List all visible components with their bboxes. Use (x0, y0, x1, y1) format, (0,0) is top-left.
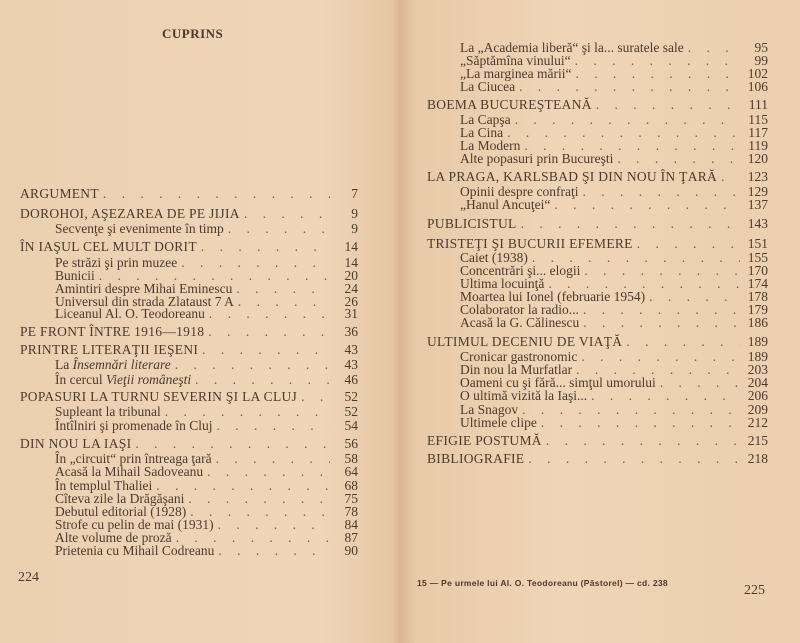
entry-title (55, 543, 214, 558)
entry-title-text: La Ciucea (460, 79, 516, 94)
dot-leader (591, 388, 740, 403)
entry-title-text: Universul din strada Zlataust 7 A (55, 294, 234, 309)
entry-title-text: PRINTRE LITERAŢII IEŞENI (20, 342, 199, 357)
dot-leader (195, 372, 330, 387)
entry-page-number: 204 (747, 375, 768, 390)
dot-leader (218, 543, 330, 558)
dot-leader (637, 236, 740, 251)
dot-leader (208, 324, 330, 339)
entry-title-text: Ultima locuinţă (460, 276, 545, 291)
toc-subchapter (55, 543, 358, 558)
entry-title-text: Ultimele clipe (460, 415, 537, 430)
toc-chapter (427, 451, 768, 466)
entry-page-number: 119 (748, 138, 768, 153)
entry-title (20, 324, 204, 339)
dot-leader (175, 357, 330, 372)
entry-page-number: 170 (747, 263, 768, 278)
entry-title-text: Concentrări şi... elogii (460, 263, 581, 278)
entry-title-text: Din nou la Murfatlar (460, 362, 573, 377)
dot-leader (165, 404, 330, 419)
entry-title-text: DIN NOU LA IAŞI (20, 436, 132, 451)
entry-title-text: La Capşa (460, 112, 511, 127)
toc-chapter (20, 206, 358, 221)
entry-page-number: 43 (344, 342, 358, 357)
entry-page-number: 68 (344, 478, 358, 493)
dot-leader (583, 315, 740, 330)
dot-leader (201, 239, 330, 254)
entry-title-text: Cîteva zile la Drăgăşani (55, 491, 185, 506)
dot-leader (721, 169, 740, 184)
entry-title-text: ULTIMUL DECENIU DE VIAŢĂ (427, 334, 623, 349)
dot-leader (546, 433, 740, 448)
entry-page-number: 143 (747, 216, 768, 231)
entry-title (20, 436, 131, 451)
toc-chapter (20, 389, 358, 404)
entry-page-number: 64 (344, 464, 358, 479)
entry-title-text: Liceanul Al. O. Teodoreanu (55, 306, 205, 321)
entry-page-number: 106 (747, 79, 768, 94)
entry-title-text: Colaborator la radio... (460, 302, 579, 317)
toc-chapter (427, 216, 768, 231)
entry-title-text: În „circuit“ prin întreaga ţară (55, 451, 212, 466)
entry-title-text: Acasă la Mihail Sadoveanu (55, 464, 204, 479)
toc-chapter (20, 186, 358, 201)
entry-page-number: 26 (344, 294, 358, 309)
entry-page-number: 151 (747, 236, 768, 251)
entry-title (427, 216, 517, 231)
entry-title (20, 186, 99, 201)
printer-footer: 15 — Pe urmele lui Al. O. Teodoreanu (Păstorel) — cd. 238 (417, 578, 668, 588)
entry-page-number: 189 (747, 334, 768, 349)
entry-title (427, 433, 542, 448)
toc-chapter (427, 334, 768, 349)
entry-title-text: POPASURI LA TURNU SEVERIN ŞI LA CLUJ (20, 389, 298, 404)
entry-page-number: 209 (747, 402, 768, 417)
entry-title (460, 315, 579, 330)
entry-page-number: 129 (747, 184, 768, 199)
entry-page-number: 14 (344, 239, 358, 254)
toc-subchapter (460, 388, 768, 403)
entry-page-number: 120 (747, 151, 768, 166)
entry-title (20, 239, 197, 254)
entry-page-number: 36 (344, 324, 358, 339)
toc-chapter (20, 239, 358, 254)
entry-title (460, 79, 515, 94)
toc-subchapter (55, 418, 358, 433)
entry-page-number: 174 (747, 276, 768, 291)
dot-leader (521, 216, 740, 231)
entry-title-text: Supleant la tribunal (55, 404, 161, 419)
entry-title-text: PUBLICISTUL (427, 216, 517, 231)
entry-title-text: Prietenia cu Mihail Codreanu (55, 543, 215, 558)
dot-leader (244, 206, 330, 221)
toc-chapter (20, 324, 358, 339)
entry-page-number: 215 (747, 433, 768, 448)
entry-title (20, 206, 240, 221)
entry-title (20, 342, 198, 357)
entry-title-text: Pe străzi şi prin muzee (55, 255, 178, 270)
dot-leader (216, 418, 330, 433)
entry-page-number: 9 (351, 221, 358, 236)
dot-leader (617, 151, 740, 166)
entry-page-number: 58 (344, 451, 358, 466)
entry-title-text: TRISTEŢI ŞI BUCURII EFEMERE (427, 236, 633, 251)
entry-page-number: 206 (747, 388, 768, 403)
entry-page-number: 218 (747, 451, 768, 466)
entry-title-text: Caiet (1938) (460, 250, 528, 265)
toc-chapter (427, 236, 768, 251)
entry-title-text: O ultimă vizită la Iaşi... (460, 388, 588, 403)
toc-subchapter (55, 464, 358, 479)
toc-subchapter (460, 315, 768, 330)
entry-page-number: 90 (344, 543, 358, 558)
entry-page-number: 95 (754, 40, 768, 55)
entry-page-number: 212 (747, 415, 768, 430)
entry-title (20, 389, 297, 404)
entry-title (460, 388, 587, 403)
entry-title (55, 464, 203, 479)
entry-page-number: 155 (747, 250, 768, 265)
entry-title-text: LA PRAGA, KARLSBAD ŞI DIN NOU ÎN ŢARĂ (427, 169, 718, 184)
entry-title-text: Alte popasuri prin Bucureşti (460, 151, 614, 166)
entry-page-number: 137 (747, 197, 768, 212)
entry-title-text: În cercul (55, 372, 106, 387)
page-number-right: 225 (744, 583, 765, 598)
entry-page-number: 178 (747, 289, 768, 304)
entry-page-number: 203 (747, 362, 768, 377)
entry-page-number: 189 (747, 349, 768, 364)
dot-leader (207, 464, 330, 479)
entry-title-text: La Cina (460, 125, 504, 140)
toc-chapter (427, 433, 768, 448)
entry-title-text: PE FRONT ÎNTRE 1916—1918 (20, 324, 205, 339)
entry-page-number: 52 (344, 389, 358, 404)
dot-leader (541, 415, 740, 430)
toc-chapter (20, 436, 358, 451)
toc-subchapter (55, 221, 358, 236)
toc-subchapter (460, 415, 768, 430)
entry-page-number: 56 (344, 436, 358, 451)
entry-title-text: Acasă la G. Călinescu (460, 315, 580, 330)
entry-title-text: Secvenţe şi evenimente în timp (55, 221, 224, 236)
entry-title-italic: Vieţii româneşti (105, 372, 192, 387)
toc-chapter (427, 169, 768, 184)
entry-title (460, 197, 550, 212)
toc-subchapter (460, 79, 768, 94)
entry-page-number: 102 (747, 66, 768, 81)
entry-page-number: 123 (747, 169, 768, 184)
entry-title-text: La Modern (460, 138, 521, 153)
entry-title (427, 169, 717, 184)
entry-page-number: 54 (344, 418, 358, 433)
entry-title (427, 334, 622, 349)
toc-subchapter (55, 404, 358, 419)
entry-title-italic: Însemnări literare (72, 357, 171, 372)
entry-title-text: Amintiri despre Mihai Eminescu (55, 281, 233, 296)
dot-leader (209, 306, 330, 321)
dot-leader (519, 79, 740, 94)
entry-title-text: Cronicar gastronomic (460, 349, 578, 364)
dot-leader (301, 389, 330, 404)
entry-page-number: 117 (748, 125, 768, 140)
entry-page-number: 84 (344, 517, 358, 532)
entry-title-text: ÎN IAŞUL CEL MULT DORIT (20, 239, 197, 254)
entry-page-number: 43 (344, 357, 358, 372)
entry-title (55, 372, 191, 387)
page-number-left: 224 (18, 570, 39, 585)
entry-title (460, 415, 537, 430)
toc-subchapter (55, 372, 358, 387)
toc-subchapter (460, 197, 768, 212)
entry-title-text: Strofe cu pelin de mai (1931) (55, 517, 214, 532)
entry-page-number: 99 (754, 53, 768, 68)
entry-title (460, 151, 613, 166)
entry-title-text: „Săptămîna vinului“ (460, 53, 571, 68)
toc-title: CUPRINS (162, 26, 224, 41)
entry-page-number: 75 (344, 491, 358, 506)
entry-title-text: La Snagov (460, 402, 519, 417)
entry-title (55, 221, 224, 236)
entry-page-number: 9 (351, 206, 358, 221)
dot-leader (626, 334, 740, 349)
entry-title-text: În templul Thaliei (55, 478, 153, 493)
dot-leader (103, 186, 330, 201)
entry-title-text: Bunicii (55, 268, 95, 283)
dot-leader (596, 97, 740, 112)
entry-title-text: EFIGIE POSTUMĂ (427, 433, 542, 448)
entry-page-number: 186 (747, 315, 768, 330)
toc-chapter (427, 97, 768, 112)
entry-page-number: 7 (351, 186, 358, 201)
entry-title-text: ARGUMENT (20, 186, 99, 201)
entry-title-text: Oameni cu şi fără... simţul umorului (460, 375, 656, 390)
entry-title (55, 357, 171, 372)
dot-leader (202, 342, 330, 357)
entry-page-number: 52 (344, 404, 358, 419)
entry-title (55, 404, 161, 419)
entry-title (55, 418, 212, 433)
entry-title-text: La „Academia liberă“ şi la... suratele sale (460, 40, 684, 55)
entry-title (427, 236, 633, 251)
entry-page-number: 31 (344, 306, 358, 321)
entry-title-text: Moartea lui Ionel (februarie 1954) (460, 289, 646, 304)
entry-title (427, 451, 524, 466)
entry-title-text: La (55, 357, 73, 372)
entry-page-number: 179 (747, 302, 768, 317)
dot-leader (554, 197, 740, 212)
entry-page-number: 20 (344, 268, 358, 283)
entry-title-text: Întîlniri şi promenade în Cluj (55, 418, 213, 433)
dot-leader (135, 436, 330, 451)
entry-title-text: BOEMA BUCUREŞTEANĂ (427, 97, 592, 112)
entry-title-text: Opinii despre confraţi (460, 184, 579, 199)
entry-title-text: BIBLIOGRAFIE (427, 451, 525, 466)
toc-subchapter (55, 357, 358, 372)
entry-page-number: 111 (748, 97, 768, 112)
entry-title-text: „Hanul Ancuţei“ (460, 197, 551, 212)
entry-page-number: 115 (748, 112, 768, 127)
entry-page-number: 14 (344, 255, 358, 270)
entry-title-text: DOROHOI, AŞEZAREA DE PE JIJIA (20, 206, 240, 221)
dot-leader (228, 221, 330, 236)
toc-chapter (20, 342, 358, 357)
entry-title-text: „La marginea mării“ (460, 66, 572, 81)
entry-page-number: 78 (344, 504, 358, 519)
entry-page-number: 24 (344, 281, 358, 296)
entry-title-text: Debutul editorial (1928) (55, 504, 187, 519)
entry-page-number: 46 (344, 372, 358, 387)
toc-subchapter (55, 306, 358, 321)
entry-page-number: 87 (344, 530, 358, 545)
entry-title-text: Alte volume de proză (55, 530, 172, 545)
entry-title (55, 306, 205, 321)
entry-title (427, 97, 592, 112)
dot-leader (528, 451, 740, 466)
toc-subchapter (460, 151, 768, 166)
